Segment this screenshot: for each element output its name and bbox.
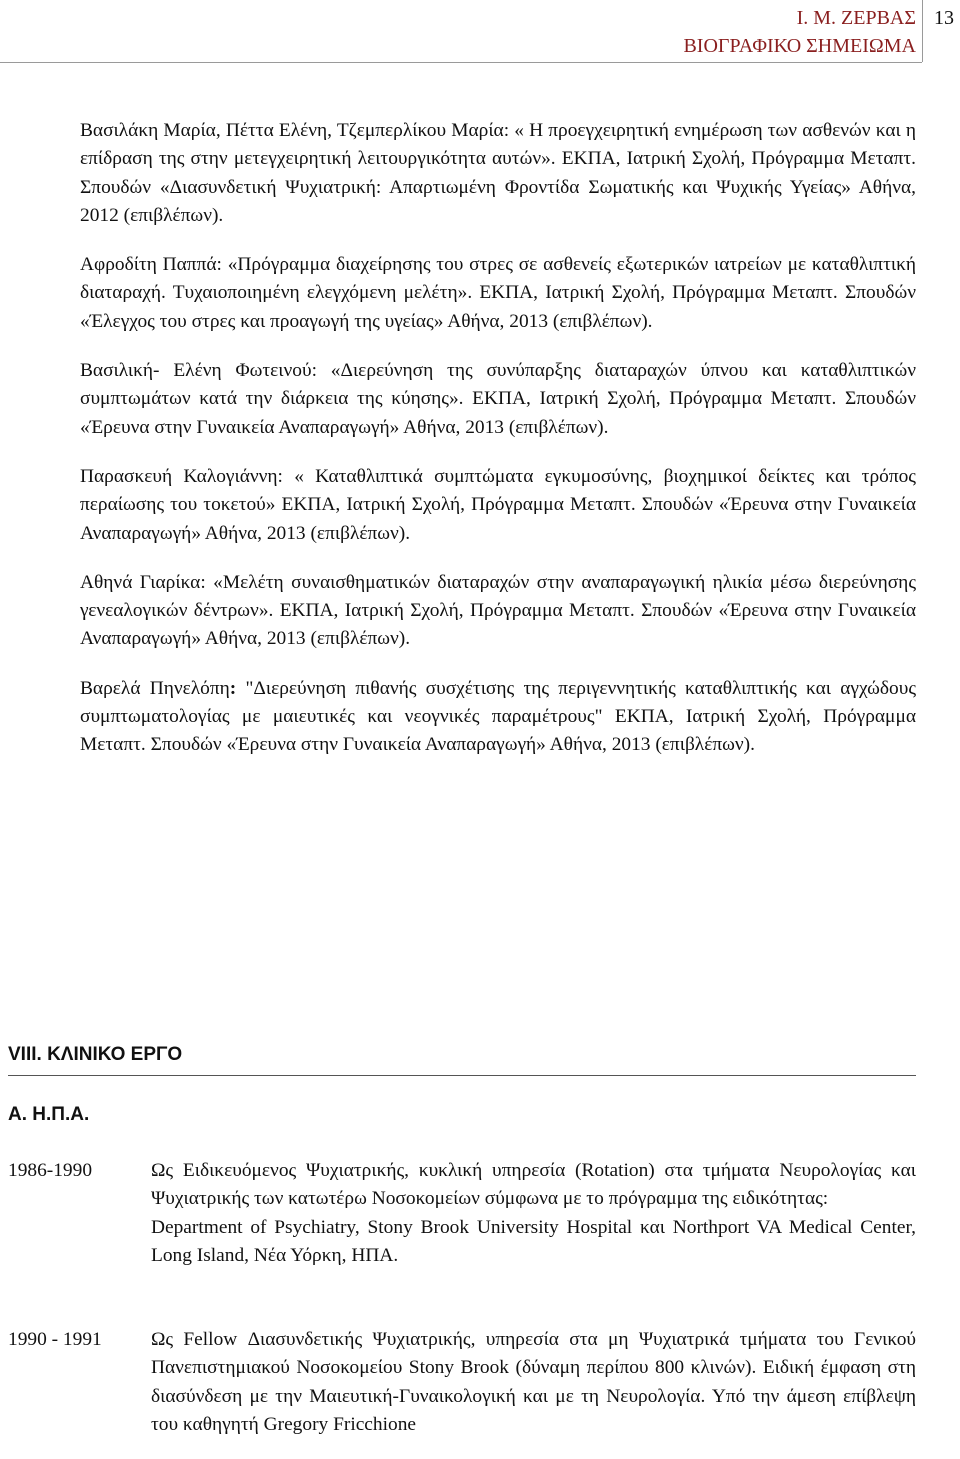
thesis-entry: Αθηνά Γιαρίκα: «Μελέτη συναισθηματικών διαταραχών στην αναπαραγωγική ηλικία μέσω διερεύνησης γενεαλογικών δέντρων». ΕΚΠΑ, Ιατρική Σχολή, Πρόγραμμα Μεταπτ. Σπουδών «Έρευνα στην Γυναικεία Αναπαραγωγή» Αθήνα, 2013 (επιβλέπων).	[80, 571, 916, 650]
section-rule	[8, 1075, 916, 1076]
theses-list	[80, 117, 916, 781]
entry-place: Department of Psychiatry, Stony Brook University Hospital και Northport VA Medical Center, Long Island, Νέα Υόρκη, ΗΠΑ.	[151, 1216, 916, 1266]
header-text	[683, 4, 916, 60]
subsection-title: Α. Η.Π.Α.	[8, 1104, 90, 1125]
entry-text: Ως Fellow Διασυνδετικής Ψυχιατρικής, υπηρεσία στα μη Ψυχιατρικά τμήματα του Γενικού Πανεπιστημιακού Νοσοκομείου Stony Brook (δύναμη περίπου 800 κλινών). Ειδική έμφαση στη διασύνδεση με την Μαιευτική-Γυναικολογική και με τη Νευρολογία. Υπό την άμεση επίβλεψη του καθηγητή Gregory Fricchione	[151, 1329, 916, 1435]
entry-description	[151, 1326, 916, 1439]
entry-years: 1986-1990	[8, 1160, 93, 1181]
header-separator	[922, 0, 923, 62]
header-rule	[0, 62, 922, 63]
entry-years: 1990 - 1991	[8, 1329, 102, 1350]
thesis-entry: Αφροδίτη Παππά: «Πρόγραμμα διαχείρησης του στρες σε ασθενείς εξωτερικών ιατρείων με καταθλιπτική διαταραχή. Τυχαιοποιημένη ελεγχόμενη μελέτη». ΕΚΠΑ, Ιατρική Σχολή, Πρόγραμμα Μεταπτ. Σπουδών «Έλεγχος του στρες και προαγωγή της υγείας» Αθήνα, 2013 (επιβλέπων).	[80, 254, 916, 332]
thesis-entry: Βασιλάκη Μαρία, Πέττα Ελένη, Τζεμπερλίκου Μαρία: « Η προεγχειρητική ενημέρωση των ασθενών και η επίδραση της στην μετεγχειρητική λειτουργικότητα αυτών». ΕΚΠΑ, Ιατρική Σχολή, Πρόγραμμα Μεταπτ. Σπουδών «Διασυνδετική Ψυχιατρική: Απαρτιωμένη Φροντίδα Σωματικής και Ψυχικής Υγείας» Αθήνα, 2012 (επιβλέπων).	[80, 120, 916, 226]
thesis-text: "Διερεύνηση πιθανής συσχέτισης της περιγεννητικής καταθλιπτικής και αγχώδους συμπτωματολογίας με μαιευτικές και νεογνικές παραμέτρους" ΕΚΠΑ, Ιατρική Σχολή, Πρόγραμμα Μεταπτ. Σπουδών «Έρευνα στην Γυναικεία Αναπαραγωγή» Αθήνα, 2013 (επιβλέπων).	[80, 677, 916, 756]
thesis-entry: Παρασκευή Καλογιάννη: « Καταθλιπτικά συμπτώματα εγκυμοσύνης, βιοχημικοί δείκτες και τρόπος περαίωσης του τοκετού» ΕΚΠΑ, Ιατρική Σχολή, Πρόγραμμα Μεταπτ. Σπουδών «Έρευνα στην Γυναικεία Αναπαραγωγή» Αθήνα, 2013 (επιβλέπων).	[80, 465, 916, 544]
thesis-author: Βαρελά Πηνελόπη	[80, 677, 230, 699]
thesis-entry-last	[80, 675, 916, 760]
entry-description	[151, 1157, 916, 1270]
entry-text: Ως Ειδικευόμενος Ψυχιατρικής, κυκλική υπηρεσία (Rotation) στα τμήματα Νευρολογίας και Ψυχιατρικής των κατωτέρω Νοσοκομείων σύμφωνα με το πρόγραμμα της ειδικότητας:	[151, 1160, 916, 1210]
thesis-colon: :	[229, 677, 237, 699]
thesis-entry: Βασιλική- Ελένη Φωτεινού: «Διερεύνηση της συνύπαρξης διαταραχών ύπνου και καταθλιπτικών συμπτωμάτων κατά την διάρκεια της κύησης». ΕΚΠΑ, Ιατρική Σχολή, Πρόγραμμα Μεταπτ. Σπουδών «Έρευνα στην Γυναικεία Αναπαραγωγή» Αθήνα, 2013 (επιβλέπων).	[80, 360, 916, 438]
page-header	[0, 0, 960, 64]
header-doc-title: ΒΙΟΓΡΑΦΙΚΟ ΣΗΜΕΙΩΜΑ	[683, 35, 916, 57]
header-author: Ι. Μ. ΖΕΡΒΑΣ	[796, 7, 916, 29]
section-title: VIII. ΚΛΙΝΙΚΟ ΕΡΓΟ	[8, 1044, 183, 1065]
page-number: 13	[934, 7, 954, 29]
